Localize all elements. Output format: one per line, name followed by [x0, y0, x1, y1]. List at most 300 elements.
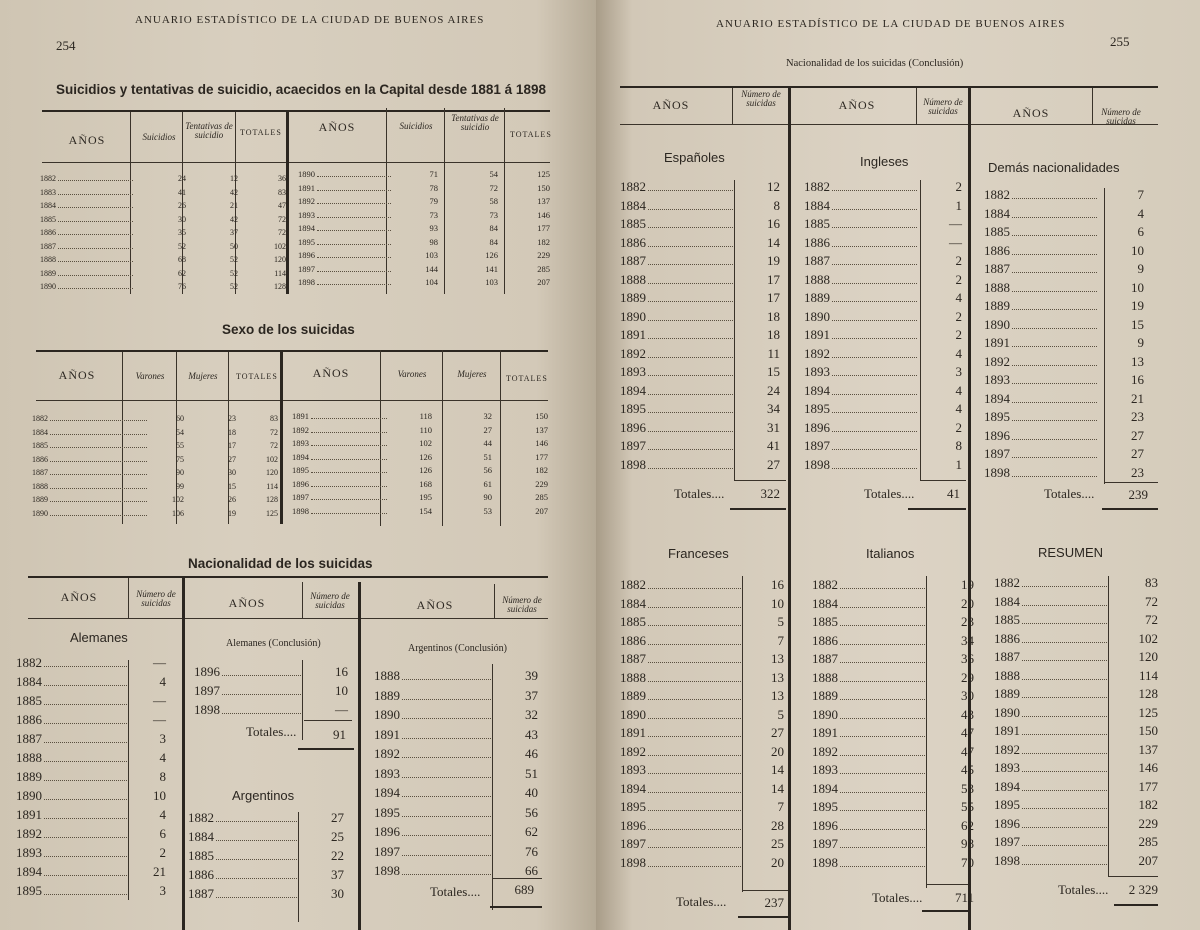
value-cell: 4 — [955, 382, 962, 398]
table-top-rule — [42, 110, 550, 112]
leader-dots — [50, 461, 147, 462]
value-cell: 7 — [1137, 187, 1144, 202]
leader-dots — [648, 773, 743, 774]
value-cell: 23 — [1131, 464, 1144, 480]
leader-dots — [402, 874, 491, 875]
year-cell: 1893 — [374, 765, 400, 781]
leader-dots — [840, 792, 925, 793]
value-cell: 24 — [178, 174, 186, 183]
value-cell: 12 — [230, 174, 238, 183]
value-cell: 182 — [537, 236, 550, 247]
year-cell: 1893 — [620, 762, 646, 777]
value-cell: 27 — [1131, 446, 1144, 461]
table-row — [620, 437, 780, 456]
table-row — [620, 197, 780, 216]
year-cell: 1891 — [16, 807, 42, 822]
leader-dots — [1022, 734, 1107, 735]
leader-dots — [648, 699, 743, 700]
argentinos-cont-rows — [374, 666, 538, 881]
year-cell: 1897 — [292, 492, 309, 502]
table-row — [32, 426, 278, 440]
number-header: Número de suicidas — [310, 591, 350, 610]
table-row — [994, 630, 1158, 649]
value-cell: 126 — [419, 465, 432, 475]
leader-dots — [648, 588, 743, 589]
table-row — [620, 326, 780, 345]
year-cell: 1890 — [812, 706, 838, 722]
year-cell: 1888 — [32, 481, 48, 491]
leader-dots — [311, 445, 387, 446]
value-cell: 66 — [525, 863, 538, 878]
years-header: AÑOS — [318, 120, 356, 134]
table-row — [40, 253, 286, 267]
value-cell: 229 — [537, 250, 550, 260]
leader-dots — [832, 209, 917, 210]
leader-dots — [216, 840, 297, 841]
value-cell: 3 — [955, 364, 962, 379]
totals-value: 322 — [760, 486, 780, 501]
value-cell: 16 — [1131, 372, 1144, 387]
year-cell: 1884 — [40, 201, 56, 210]
year-cell: 1887 — [16, 731, 42, 746]
year-cell: 1889 — [620, 688, 646, 703]
leader-dots — [1012, 346, 1097, 347]
column-divider — [492, 664, 493, 910]
value-cell: 120 — [266, 468, 278, 477]
running-header: ANUARIO ESTADÍSTICO DE LA CIUDAD DE BUENOS AIRES — [135, 14, 485, 26]
value-cell: 207 — [537, 277, 550, 287]
leader-dots — [216, 897, 297, 898]
table-row — [994, 759, 1158, 778]
header-rule — [36, 400, 548, 401]
table-row — [194, 662, 348, 681]
value-cell: 16 — [771, 577, 784, 592]
value-cell: 114 — [1138, 667, 1158, 683]
value-cell: 68 — [178, 255, 186, 264]
leader-dots — [317, 230, 391, 231]
leader-dots — [50, 501, 147, 502]
year-cell: 1894 — [374, 785, 400, 800]
year-cell: 1895 — [292, 465, 309, 475]
leader-dots — [648, 662, 743, 663]
totals-label: Totales.... — [674, 486, 725, 501]
value-cell: 36 — [278, 174, 286, 183]
value-cell: 114 — [266, 481, 278, 491]
value-cell: 90 — [176, 468, 184, 477]
leader-dots — [216, 859, 297, 860]
value-cell: 47 — [278, 201, 286, 210]
table-row — [812, 613, 974, 632]
value-cell: 110 — [419, 424, 432, 435]
leader-dots — [648, 449, 733, 450]
value-cell: 84 — [489, 223, 498, 233]
year-cell: 1890 — [620, 308, 646, 324]
year-cell: 1897 — [812, 836, 838, 851]
value-cell: 128 — [266, 495, 278, 504]
totals-value: 689 — [514, 882, 534, 897]
value-cell: 4 — [955, 290, 962, 305]
table-row — [374, 666, 538, 686]
leader-dots — [1012, 309, 1097, 310]
table-row — [804, 345, 962, 364]
table-row — [812, 669, 974, 688]
year-cell: 1897 — [994, 834, 1020, 849]
years-header: AÑOS — [58, 368, 96, 382]
leader-dots — [648, 607, 743, 608]
value-cell: 27 — [331, 810, 344, 825]
leader-dots — [317, 217, 391, 218]
column-divider — [734, 180, 735, 480]
table-row — [374, 822, 538, 842]
value-cell: 72 — [270, 441, 278, 450]
value-cell: 2 — [955, 327, 962, 342]
leader-dots — [1012, 198, 1097, 199]
value-cell: 229 — [1138, 815, 1158, 831]
value-cell: 195 — [419, 492, 432, 502]
argentinos-cont-label: Argentinos (Conclusión) — [408, 643, 507, 654]
value-cell: 10 — [335, 683, 348, 698]
value-cell: — — [153, 712, 166, 727]
table-row — [374, 842, 538, 862]
value-cell: 83 — [278, 187, 286, 197]
total-rule — [492, 878, 542, 879]
value-cell: 4 — [159, 807, 166, 822]
year-cell: 1888 — [620, 271, 646, 287]
value-cell: 126 — [485, 250, 498, 260]
table-top-rule — [28, 576, 548, 578]
leader-dots — [58, 234, 133, 235]
value-cell: 13 — [771, 669, 784, 685]
year-cell: 1888 — [994, 667, 1020, 683]
table-row — [40, 186, 286, 200]
year-cell: 1887 — [804, 253, 830, 268]
table-row — [32, 453, 278, 467]
value-cell: 19 — [767, 253, 780, 268]
value-cell: 5 — [777, 614, 784, 629]
value-cell: 17 — [228, 441, 236, 450]
year-cell: 1885 — [620, 216, 646, 231]
table-row — [620, 400, 780, 419]
leader-dots — [50, 434, 147, 435]
leader-dots — [44, 742, 127, 743]
leader-dots — [50, 420, 147, 421]
leader-dots — [832, 412, 917, 413]
leader-dots — [50, 474, 147, 475]
year-cell: 1890 — [32, 508, 48, 518]
column-divider — [1108, 576, 1109, 876]
year-cell: 1895 — [620, 401, 646, 416]
year-cell: 1890 — [994, 704, 1020, 720]
totals-header: TOTALES — [506, 374, 548, 383]
total-rule — [1108, 876, 1158, 877]
table-row — [32, 466, 278, 480]
value-cell: 27 — [771, 725, 784, 740]
column-divider — [286, 110, 289, 294]
value-cell: 56 — [525, 804, 538, 820]
total-rule — [742, 890, 788, 891]
table-row — [994, 685, 1158, 704]
table-row — [812, 724, 974, 743]
value-cell: 20 — [771, 854, 784, 870]
table-row — [804, 363, 962, 382]
table-row — [298, 168, 550, 182]
total-rule — [920, 480, 966, 481]
table-row — [620, 706, 784, 725]
year-cell: 1885 — [188, 848, 214, 863]
leader-dots — [1012, 476, 1097, 477]
leader-dots — [840, 662, 925, 663]
leader-dots — [648, 320, 733, 321]
value-cell: 25 — [331, 829, 344, 844]
year-cell: 1897 — [194, 683, 220, 698]
table-row — [812, 632, 974, 651]
value-cell: 25 — [771, 836, 784, 851]
year-cell: 1882 — [40, 174, 56, 183]
value-cell: 55 — [176, 441, 184, 450]
men-header: Varones — [135, 371, 165, 381]
value-cell: 168 — [419, 478, 432, 489]
column-divider — [128, 660, 129, 900]
table-row — [994, 815, 1158, 834]
table-row — [994, 648, 1158, 667]
ingleses-rows — [804, 178, 962, 474]
year-cell: 1897 — [984, 446, 1010, 461]
leader-dots — [1022, 827, 1107, 828]
value-cell: 177 — [535, 451, 548, 462]
table-row — [620, 289, 780, 308]
value-cell: 98 — [961, 836, 974, 851]
year-cell: 1884 — [188, 829, 214, 844]
table-row — [620, 252, 780, 271]
demas-label: Demás nacionalidades — [988, 160, 1120, 175]
suicides-header: Suicidios — [399, 121, 433, 131]
table-row — [32, 439, 278, 453]
year-cell: 1882 — [16, 655, 42, 670]
totals-value: 711 — [954, 890, 974, 905]
year-cell: 1892 — [292, 424, 309, 435]
year-cell: 1891 — [374, 726, 400, 742]
table-row — [188, 884, 344, 903]
leader-dots — [840, 736, 925, 737]
value-cell: 144 — [425, 263, 438, 274]
table-row — [292, 410, 548, 424]
table-row — [620, 743, 784, 762]
year-cell: 1885 — [32, 441, 48, 450]
argentinos-rows — [188, 808, 344, 903]
year-cell: 1898 — [292, 505, 309, 516]
value-cell: 84 — [489, 236, 498, 247]
table-row — [984, 408, 1144, 427]
value-cell: 146 — [535, 438, 548, 448]
year-cell: 1887 — [40, 241, 56, 251]
alemanes-cont-rows — [194, 662, 348, 719]
table-row — [292, 505, 548, 519]
leader-dots — [44, 704, 127, 705]
year-cell: 1888 — [984, 279, 1010, 295]
value-cell: 128 — [274, 282, 286, 291]
italianos-label: Italianos — [866, 546, 915, 561]
table-row — [188, 808, 344, 827]
year-cell: 1885 — [16, 693, 42, 708]
year-cell: 1884 — [994, 593, 1020, 609]
total-double-rule — [908, 508, 966, 510]
leader-dots — [1012, 420, 1097, 421]
year-cell: 1898 — [804, 456, 830, 472]
table-row — [620, 456, 780, 475]
table-row — [16, 748, 166, 767]
table-row — [298, 182, 550, 196]
value-cell: 4 — [159, 750, 166, 765]
leader-dots — [1012, 383, 1097, 384]
year-cell: 1883 — [40, 187, 56, 197]
table-row — [32, 412, 278, 426]
year-cell: 1895 — [804, 401, 830, 416]
value-cell: 47 — [961, 725, 974, 740]
table-row — [994, 611, 1158, 630]
year-cell: 1884 — [804, 197, 830, 213]
leader-dots — [648, 847, 743, 848]
leader-dots — [44, 818, 127, 819]
value-cell: 30 — [961, 688, 974, 703]
year-cell: 1887 — [188, 886, 214, 901]
value-cell: 150 — [537, 182, 550, 193]
year-cell: 1891 — [804, 327, 830, 342]
value-cell: 72 — [278, 228, 286, 237]
table-row — [620, 724, 784, 743]
value-cell: 1 — [955, 456, 962, 472]
value-cell: 60 — [176, 414, 184, 423]
table-row — [16, 729, 166, 748]
value-cell: 2 — [955, 179, 962, 194]
value-cell: 27 — [767, 456, 780, 472]
value-cell: 102 — [419, 438, 432, 448]
leader-dots — [317, 203, 391, 204]
value-cell: 10 — [771, 595, 784, 611]
ingleses-label: Ingleses — [860, 154, 909, 169]
leader-dots — [1022, 679, 1107, 680]
table-row — [374, 686, 538, 706]
column-divider — [916, 88, 917, 124]
year-cell: 1891 — [984, 335, 1010, 350]
value-cell: 137 — [537, 196, 550, 206]
value-cell: 3 — [159, 883, 166, 898]
column-divider — [1092, 88, 1093, 124]
leader-dots — [58, 207, 133, 208]
year-cell: 1882 — [188, 810, 214, 825]
table-row — [984, 464, 1144, 483]
table-row — [292, 451, 548, 465]
year-cell: 1893 — [812, 762, 838, 777]
year-cell: 1885 — [620, 614, 646, 629]
value-cell: 24 — [767, 382, 780, 398]
value-cell: 15 — [767, 364, 780, 379]
year-cell: 1893 — [804, 364, 830, 379]
table-row — [804, 419, 962, 438]
table-row — [984, 353, 1144, 372]
year-cell: 1898 — [620, 456, 646, 472]
year-cell: 1893 — [994, 760, 1020, 775]
leader-dots — [311, 459, 387, 460]
value-cell: 2 — [955, 253, 962, 268]
value-cell: 27 — [1131, 427, 1144, 443]
table-row — [188, 827, 344, 846]
year-cell: 1886 — [994, 630, 1020, 646]
value-cell: 19 — [961, 577, 974, 592]
value-cell: 46 — [525, 746, 538, 761]
year-cell: 1888 — [804, 271, 830, 287]
value-cell: 39 — [525, 668, 538, 683]
value-cell: 52 — [178, 241, 186, 251]
leader-dots — [840, 866, 925, 867]
year-cell: 1886 — [620, 234, 646, 250]
total-double-rule — [738, 916, 788, 918]
value-cell: 34 — [961, 632, 974, 648]
leader-dots — [58, 288, 133, 289]
value-cell: 8 — [773, 197, 780, 213]
table-row — [374, 725, 538, 745]
table-row — [812, 595, 974, 614]
year-cell: 1888 — [812, 669, 838, 685]
demas-rows — [984, 186, 1144, 482]
value-cell: 177 — [537, 223, 550, 233]
years-header: AÑOS — [838, 98, 876, 112]
table-row — [804, 326, 962, 345]
leader-dots — [402, 679, 491, 680]
argentinos-label: Argentinos — [232, 788, 295, 803]
year-cell: 1896 — [984, 427, 1010, 443]
value-cell: 3 — [159, 731, 166, 746]
value-cell: 2 — [955, 308, 962, 324]
table-row — [994, 852, 1158, 871]
years-header: AÑOS — [652, 98, 690, 112]
value-cell: 12 — [767, 179, 780, 194]
leader-dots — [1012, 328, 1097, 329]
value-cell: — — [949, 216, 962, 231]
leader-dots — [1012, 272, 1097, 273]
year-cell: 1895 — [812, 799, 838, 814]
table-row — [984, 242, 1144, 261]
value-cell: 76 — [525, 843, 538, 859]
number-header: Número de suicidas — [741, 89, 781, 108]
table-row — [812, 706, 974, 725]
leader-dots — [317, 271, 391, 272]
year-cell: 1891 — [620, 725, 646, 740]
value-cell: 9 — [1137, 261, 1144, 276]
year-cell: 1897 — [298, 263, 315, 274]
leader-dots — [44, 799, 127, 800]
table-row — [804, 382, 962, 401]
value-cell: 106 — [172, 508, 184, 518]
column-divider — [280, 350, 283, 524]
total-rule — [734, 480, 786, 481]
table-row — [812, 576, 974, 595]
table-row — [620, 234, 780, 253]
table-row — [298, 236, 550, 250]
leader-dots — [648, 394, 733, 395]
value-cell: 18 — [767, 327, 780, 342]
value-cell: 15 — [1131, 316, 1144, 332]
year-cell: 1898 — [994, 852, 1020, 868]
value-cell: 72 — [278, 214, 286, 224]
year-cell: 1884 — [16, 674, 42, 689]
year-cell: 1896 — [812, 817, 838, 833]
table-row — [812, 743, 974, 762]
table-row — [804, 271, 962, 290]
year-cell: 1887 — [620, 253, 646, 268]
leader-dots — [648, 375, 733, 376]
value-cell: 120 — [1138, 649, 1158, 664]
table1-rows-left — [40, 172, 286, 294]
